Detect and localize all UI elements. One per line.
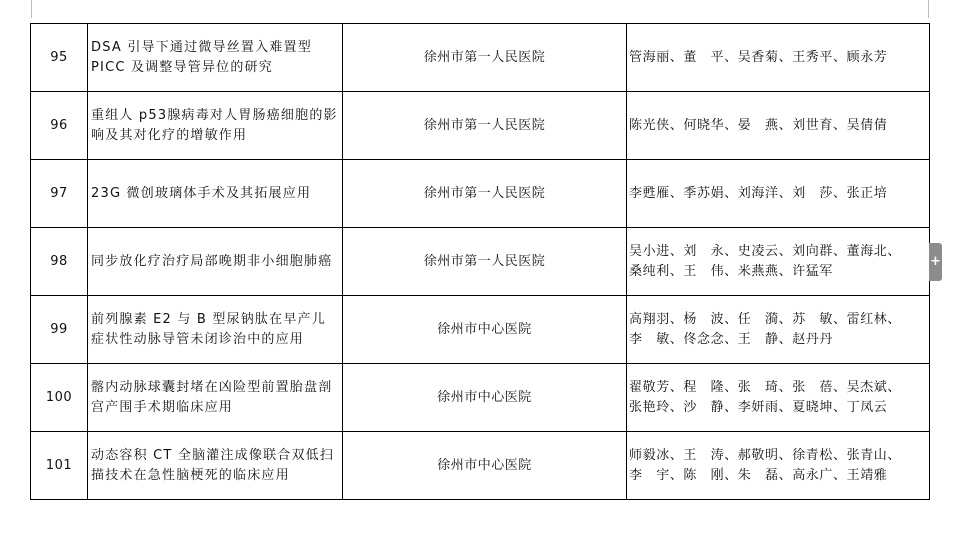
left-margin-mark — [31, 0, 32, 18]
completing-unit: 徐州市中心医院 — [343, 432, 627, 500]
completing-unit: 徐州市第一人民医院 — [343, 92, 627, 160]
row-number: 98 — [31, 228, 88, 296]
table-row — [31, 364, 930, 432]
people-line: 高翔羽、杨 波、任 漪、苏 敏、雷红林、 — [629, 311, 902, 327]
project-title: 髂内动脉球囊封堵在凶险型前置胎盘剖宫产围手术期临床应用 — [88, 364, 343, 432]
award-table — [30, 23, 930, 500]
project-title: 重组人 p53腺病毒对人胃肠癌细胞的影响及其对化疗的增敏作用 — [88, 92, 343, 160]
project-title: 动态容积 CT 全脑灌注成像联合双低扫描技术在急性脑梗死的临床应用 — [88, 432, 343, 500]
completing-unit: 徐州市第一人民医院 — [343, 160, 627, 228]
table-expand-button[interactable] — [929, 243, 942, 281]
project-title: 23G 微创玻璃体手术及其拓展应用 — [88, 160, 343, 228]
table-row — [31, 24, 930, 92]
table-row — [31, 432, 930, 500]
completing-unit: 徐州市中心医院 — [343, 296, 627, 364]
row-number: 101 — [31, 432, 88, 500]
plus-icon: + — [930, 254, 941, 269]
completing-people — [627, 296, 930, 364]
project-title: DSA 引导下通过微导丝置入难置型PICC 及调整导管异位的研究 — [88, 24, 343, 92]
row-number: 100 — [31, 364, 88, 432]
people-line: 管海丽、董 平、吴香菊、王秀平、顾永芳 — [629, 49, 888, 65]
people-line: 翟敬芳、程 隆、张 琦、张 蓓、吴杰斌、 — [629, 379, 902, 395]
row-number: 96 — [31, 92, 88, 160]
completing-people — [627, 364, 930, 432]
table-row — [31, 296, 930, 364]
table-row — [31, 228, 930, 296]
people-line: 吴小进、刘 永、史凌云、刘向群、董海北、 — [629, 243, 902, 259]
people-line: 陈光侠、何晓华、晏 燕、刘世育、吴倩倩 — [629, 117, 888, 133]
table-row — [31, 92, 930, 160]
project-title: 前列腺素 E2 与 B 型尿钠肽在早产儿症状性动脉导管未闭诊治中的应用 — [88, 296, 343, 364]
people-line: 张艳玲、沙 静、李妍雨、夏晓坤、丁凤云 — [629, 399, 888, 415]
people-line: 师毅冰、王 涛、郝敬明、徐青松、张青山、 — [629, 447, 902, 463]
people-line: 李 敏、佟念念、王 静、赵丹丹 — [629, 331, 834, 347]
completing-unit: 徐州市第一人民医院 — [343, 24, 627, 92]
people-line: 李甦雁、季苏娟、刘海洋、刘 莎、张正培 — [629, 185, 888, 201]
table-row — [31, 160, 930, 228]
row-number: 95 — [31, 24, 88, 92]
completing-people — [627, 24, 930, 92]
completing-people — [627, 432, 930, 500]
row-number: 97 — [31, 160, 88, 228]
people-line: 桑纯利、王 伟、米燕燕、许猛军 — [629, 263, 834, 279]
completing-people — [627, 160, 930, 228]
completing-people — [627, 92, 930, 160]
right-margin-mark — [928, 0, 929, 18]
row-number: 99 — [31, 296, 88, 364]
completing-unit: 徐州市中心医院 — [343, 364, 627, 432]
table-body — [31, 24, 930, 500]
people-line: 李 宇、陈 刚、朱 磊、高永广、王靖雅 — [629, 467, 888, 483]
completing-people — [627, 228, 930, 296]
completing-unit: 徐州市第一人民医院 — [343, 228, 627, 296]
project-title: 同步放化疗治疗局部晚期非小细胞肺癌 — [88, 228, 343, 296]
